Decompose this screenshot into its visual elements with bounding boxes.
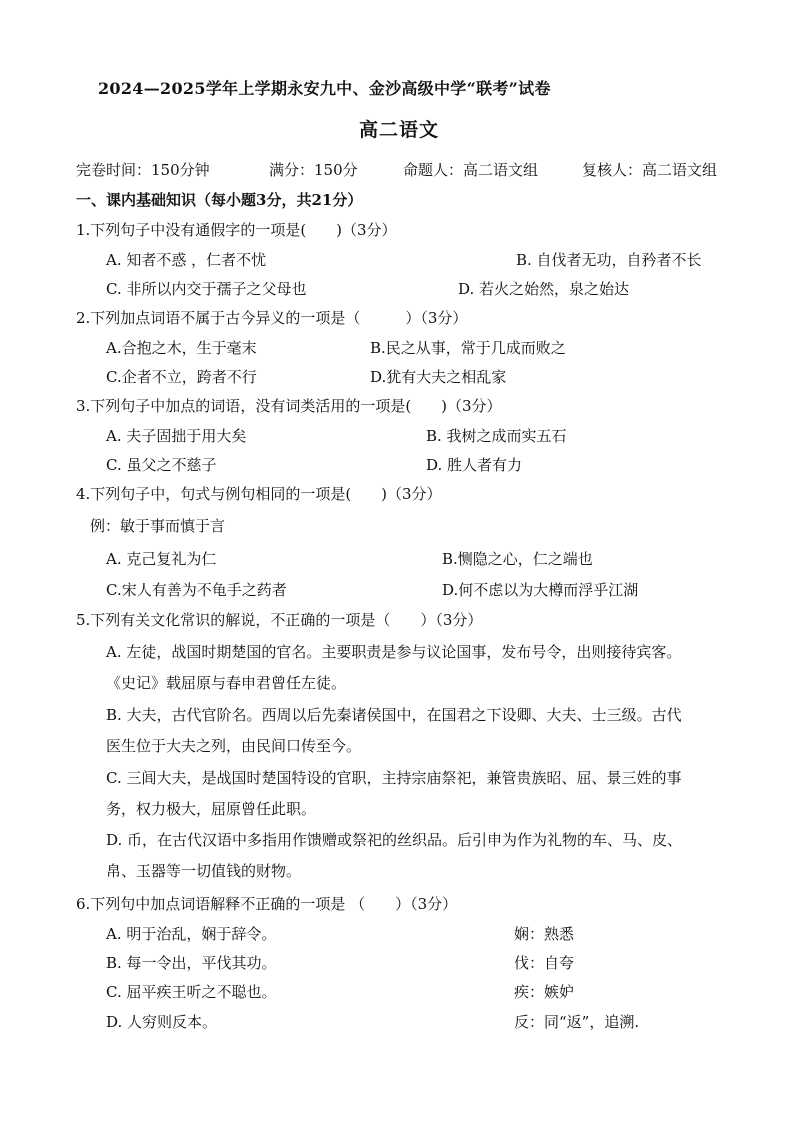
q6-option-b-gloss: 伐：自夸 xyxy=(514,954,575,972)
q5-option-c-line2: 务，权力极大，屈原曾任此职。 xyxy=(106,800,317,818)
section-heading: 一、课内基础知识（每小题3分，共21分） xyxy=(76,191,363,209)
question-6-stem: 6.下列句中加点词语解释不正确的一项是 （ ）（3分） xyxy=(76,895,458,913)
q3-option-a: A. 夫子固拙于用大矣 xyxy=(106,427,247,445)
q6-option-a-gloss: 娴：熟悉 xyxy=(514,925,575,943)
q2-option-a: A.合抱之木，生于毫末 xyxy=(106,339,257,357)
meta-author: 命题人：高二语文组 xyxy=(403,161,539,179)
q6-option-c: C. 屈平疾王听之不聪也。 xyxy=(106,983,277,1001)
q3-option-d: D. 胜人者有力 xyxy=(426,456,523,474)
q2-option-d: D.犹有大夫之相乱家 xyxy=(370,368,507,386)
question-1-stem: 1.下列句子中没有通假字的一项是( )（3分） xyxy=(76,221,397,239)
q6-option-d: D. 人穷则反本。 xyxy=(106,1013,218,1031)
q5-option-d-line2: 帛、玉器等一切值钱的财物。 xyxy=(106,862,302,880)
meta-reviewer: 复核人：高二语文组 xyxy=(582,161,718,179)
q4-option-a: A. 克己复礼为仁 xyxy=(106,550,217,568)
q4-option-d: D.何不虑以为大樽而浮乎江湖 xyxy=(442,581,639,599)
q4-option-b: B.恻隐之心，仁之端也 xyxy=(442,550,593,568)
q6-option-a: A. 明于治乱，娴于辞令。 xyxy=(106,925,277,943)
q5-option-d-line1: D. 币，在古代汉语中多指用作馈赠或祭祀的丝织品。后引申为作为礼物的车、马、皮、 xyxy=(106,831,683,849)
q1-option-b: B. 自伐者无功，自矜者不长 xyxy=(516,251,702,269)
q6-option-d-gloss: 反：同“返”，追溯. xyxy=(514,1013,640,1031)
q2-option-c: C.企者不立，跨者不行 xyxy=(106,368,257,386)
q2-option-b: B.民之从事，常于几成而败之 xyxy=(370,339,566,357)
question-4-stem: 4.下列句子中，句式与例句相同的一项是( )（3分） xyxy=(76,485,442,503)
meta-time: 完卷时间：150分钟 xyxy=(76,161,210,179)
q5-option-b-line1: B. 大夫，古代官阶名。西周以后先秦诸侯国中，在国君之下设卿、大夫、士三级。古代 xyxy=(106,706,682,724)
question-3-stem: 3.下列句子中加点的词语，没有词类活用的一项是( )（3分） xyxy=(76,397,502,415)
q1-option-c: C. 非所以内交于孺子之父母也 xyxy=(106,280,307,298)
exam-subject: 高二语文 xyxy=(359,119,440,141)
q4-example: 例：敏于事而慎于言 xyxy=(90,517,226,535)
q5-option-b-line2: 医生位于大夫之列，由民间口传至今。 xyxy=(106,737,362,755)
q5-option-a-line1: A. 左徒，战国时期楚国的官名。主要职责是参与议论国事，发布号令，出则接待宾客。 xyxy=(106,643,682,661)
q6-option-b: B. 每一令出，平伐其功。 xyxy=(106,954,277,972)
q3-option-b: B. 我树之成而实五石 xyxy=(426,427,567,445)
question-5-stem: 5.下列有关文化常识的解说，不正确的一项是（ ）（3分） xyxy=(76,611,483,629)
q3-option-c: C. 虽父之不慈子 xyxy=(106,456,217,474)
q4-option-c: C.宋人有善为不龟手之药者 xyxy=(106,581,287,599)
q5-option-c-line1: C. 三闾大夫，是战国时楚国特设的官职，主持宗庙祭祀，兼管贵族昭、屈、景三姓的事 xyxy=(106,769,682,787)
question-2-stem: 2.下列加点词语不属于古今异义的一项是（ ）（3分） xyxy=(76,309,468,327)
meta-score: 满分：150分 xyxy=(269,161,358,179)
q5-option-a-line2: 《史记》载屈原与春申君曾任左徒。 xyxy=(106,674,347,692)
q1-option-a: A. 知者不惑 ，仁者不忧 xyxy=(106,251,267,269)
q6-option-c-gloss: 疾：嫉妒 xyxy=(514,983,575,1001)
exam-title: 2024—2025学年上学期永安九中、金沙高级中学“联考”试卷 xyxy=(98,79,551,98)
q1-option-d: D. 若火之始然，泉之始达 xyxy=(458,280,630,298)
